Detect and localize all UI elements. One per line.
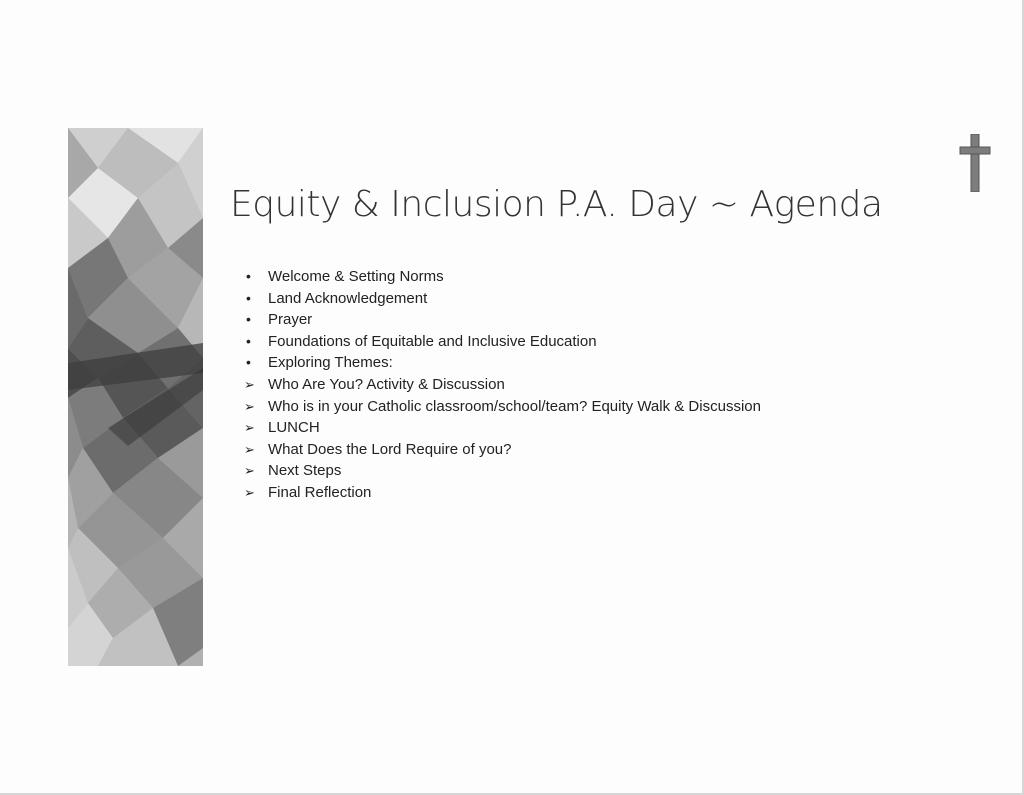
- mosaic-graphic: [68, 128, 203, 666]
- arrow-marker-icon: ➢: [244, 420, 255, 436]
- agenda-item-text: Who is in your Catholic classroom/school/team? Equity Walk & Discussion: [268, 397, 761, 415]
- agenda-item-text: Prayer: [268, 311, 313, 329]
- agenda-item-text: Foundations of Equitable and Inclusive Education: [268, 332, 597, 350]
- agenda-item-text: LUNCH: [268, 419, 320, 437]
- agenda-item-text: Next Steps: [268, 462, 342, 480]
- arrow-marker-icon: ➢: [244, 376, 255, 392]
- page-title: Equity & Inclusion P.A. Day ~ Agenda: [230, 184, 883, 225]
- arrow-marker-icon: ➢: [244, 441, 255, 457]
- geometric-mosaic-image: [68, 128, 203, 666]
- agenda-item-text: Final Reflection: [268, 483, 372, 501]
- bullet-marker: •: [246, 311, 251, 328]
- agenda-item-text: Exploring Themes:: [268, 354, 393, 372]
- cross-icon: [958, 134, 992, 192]
- agenda-item-text: Who Are You? Activity & Discussion: [268, 375, 505, 393]
- agenda-item-text: Welcome & Setting Norms: [268, 268, 444, 285]
- arrow-marker-icon: ➢: [244, 398, 255, 414]
- bullet-marker: •: [246, 354, 251, 371]
- bullet-marker: •: [246, 289, 251, 306]
- bullet-marker: •: [246, 332, 251, 349]
- arrow-marker-icon: ➢: [244, 463, 255, 479]
- bullet-marker: •: [246, 268, 251, 284]
- agenda-item-text: What Does the Lord Require of you?: [268, 440, 512, 458]
- agenda-item-text: Land Acknowledgement: [268, 289, 428, 307]
- arrow-marker-icon: ➢: [244, 484, 255, 500]
